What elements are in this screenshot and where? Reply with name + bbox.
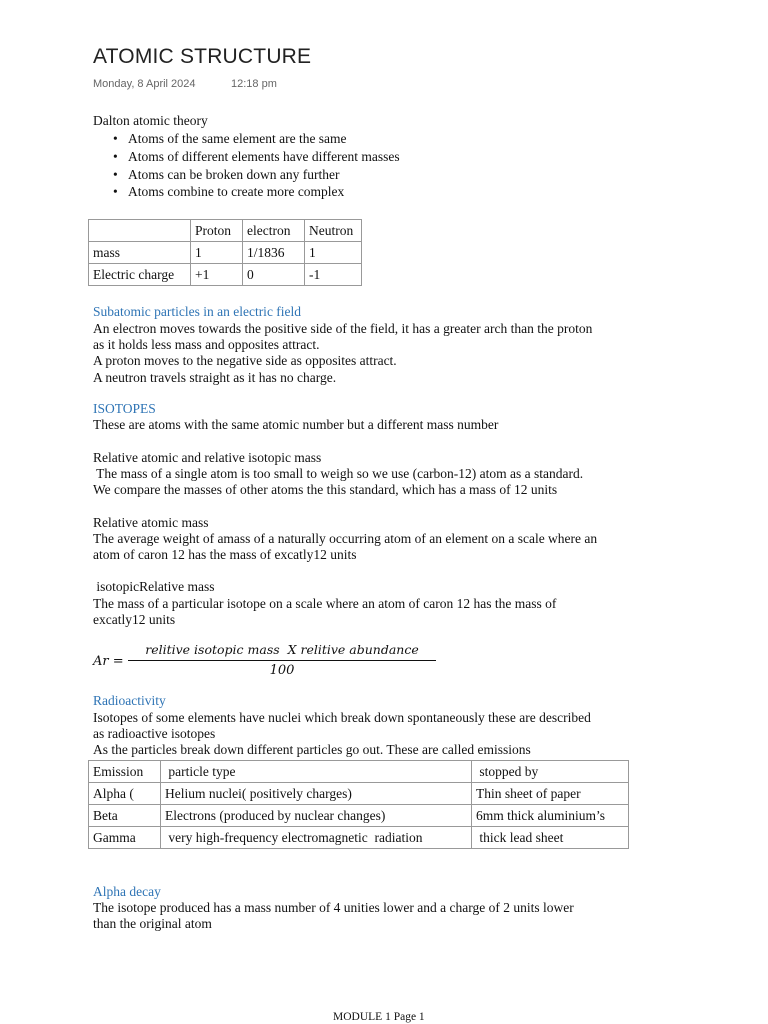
table-cell: Gamma [89,827,161,849]
table-cell: Emission [89,761,161,783]
fraction-bar [128,660,436,661]
isotopes-heading: ISOTOPES [93,401,156,416]
alpha-decay-heading: Alpha decay [93,884,161,899]
dalton-list [93,130,593,201]
table-cell: 1 [305,242,362,264]
list-item: • Atoms of different elements have different masses [93,148,593,166]
dalton-heading: Dalton atomic theory [93,113,208,128]
paragraph-line: As the particles break down different particles go out. These are called emissions [93,742,531,757]
table-row [89,805,629,827]
paragraph-line: The average weight of amass of a naturally occurring atom of an element on a scale where an [93,531,598,546]
paragraph-line: The isotope produced has a mass number of 4 unities lower and a charge of 2 units lower [93,900,574,915]
table-cell: -1 [305,264,362,286]
table-cell: Proton [191,220,243,242]
table-cell: Electric charge [89,264,191,286]
table-cell: Alpha ( [89,783,161,805]
particle-table [88,219,362,286]
table-cell: +1 [191,264,243,286]
isotopic-relative-heading: isotopicRelative mass [93,579,215,594]
page-footer: MODULE 1 Page 1 [333,1011,425,1023]
page-title: ATOMIC STRUCTURE [93,45,312,68]
formula-fraction [128,642,436,678]
table-row [89,220,362,242]
table-cell: Helium nuclei( positively charges) [161,783,472,805]
table-row [89,242,362,264]
table-cell: electron [243,220,305,242]
relative-isotopic-heading: Relative atomic and relative isotopic mass [93,450,322,465]
paragraph-line: than the original atom [93,916,212,931]
paragraph-line: An electron moves towards the positive side of the field, it has a greater arch than the proton [93,321,593,336]
paragraph-line: The mass of a particular isotope on a scale where an atom of caron 12 has the mass of [93,596,557,611]
table-cell: stopped by [472,761,629,783]
emission-table [88,760,629,849]
list-item: • Atoms combine to create more complex [93,183,593,201]
radioactivity-heading: Radioactivity [93,693,166,708]
paragraph-line: Isotopes of some elements have nuclei which break down spontaneously these are described [93,710,591,725]
formula-denominator: 100 [269,663,295,678]
table-row [89,264,362,286]
table-cell: very high-frequency electromagnetic radiation [161,827,472,849]
table-cell: 6mm thick aluminium’s [472,805,629,827]
table-row [89,761,629,783]
page-time: 12:18 pm [231,78,277,90]
relative-atomic-mass-heading: Relative atomic mass [93,515,209,530]
paragraph-line: A neutron travels straight as it has no charge. [93,370,337,385]
paragraph-line: atom of caron 12 has the mass of excatly12 units [93,547,357,562]
table-cell: Electrons (produced by nuclear changes) [161,805,472,827]
formula-lhs: Ar = [93,654,124,669]
formula-numerator: relitive isotopic mass X relitive abundance [145,642,419,657]
paragraph-line: as radioactive isotopes [93,726,216,741]
paragraph-line: We compare the masses of other atoms the this standard, which has a mass of 12 units [93,482,558,497]
table-cell: mass [89,242,191,264]
paragraph-line: excatly12 units [93,612,176,627]
table-cell: 1/1836 [243,242,305,264]
table-row [89,827,629,849]
table-cell: Neutron [305,220,362,242]
table-row [89,783,629,805]
list-item: • Atoms of the same element are the same [93,130,593,148]
paragraph-line: These are atoms with the same atomic number but a different mass number [93,417,499,432]
paragraph-line: The mass of a single atom is too small to weigh so we use (carbon-12) atom as a standard. [93,466,584,481]
table-cell: particle type [161,761,472,783]
list-item: • Atoms can be broken down any further [93,166,593,184]
table-cell: 1 [191,242,243,264]
table-cell: Beta [89,805,161,827]
subatomic-heading: Subatomic particles in an electric field [93,304,302,319]
table-cell [89,220,191,242]
table-cell: 0 [243,264,305,286]
table-cell: thick lead sheet [472,827,629,849]
table-cell: Thin sheet of paper [472,783,629,805]
paragraph-line: A proton moves to the negative side as opposites attract. [93,353,397,368]
page-date: Monday, 8 April 2024 [93,78,196,90]
paragraph-line: as it holds less mass and opposites attract. [93,337,320,352]
